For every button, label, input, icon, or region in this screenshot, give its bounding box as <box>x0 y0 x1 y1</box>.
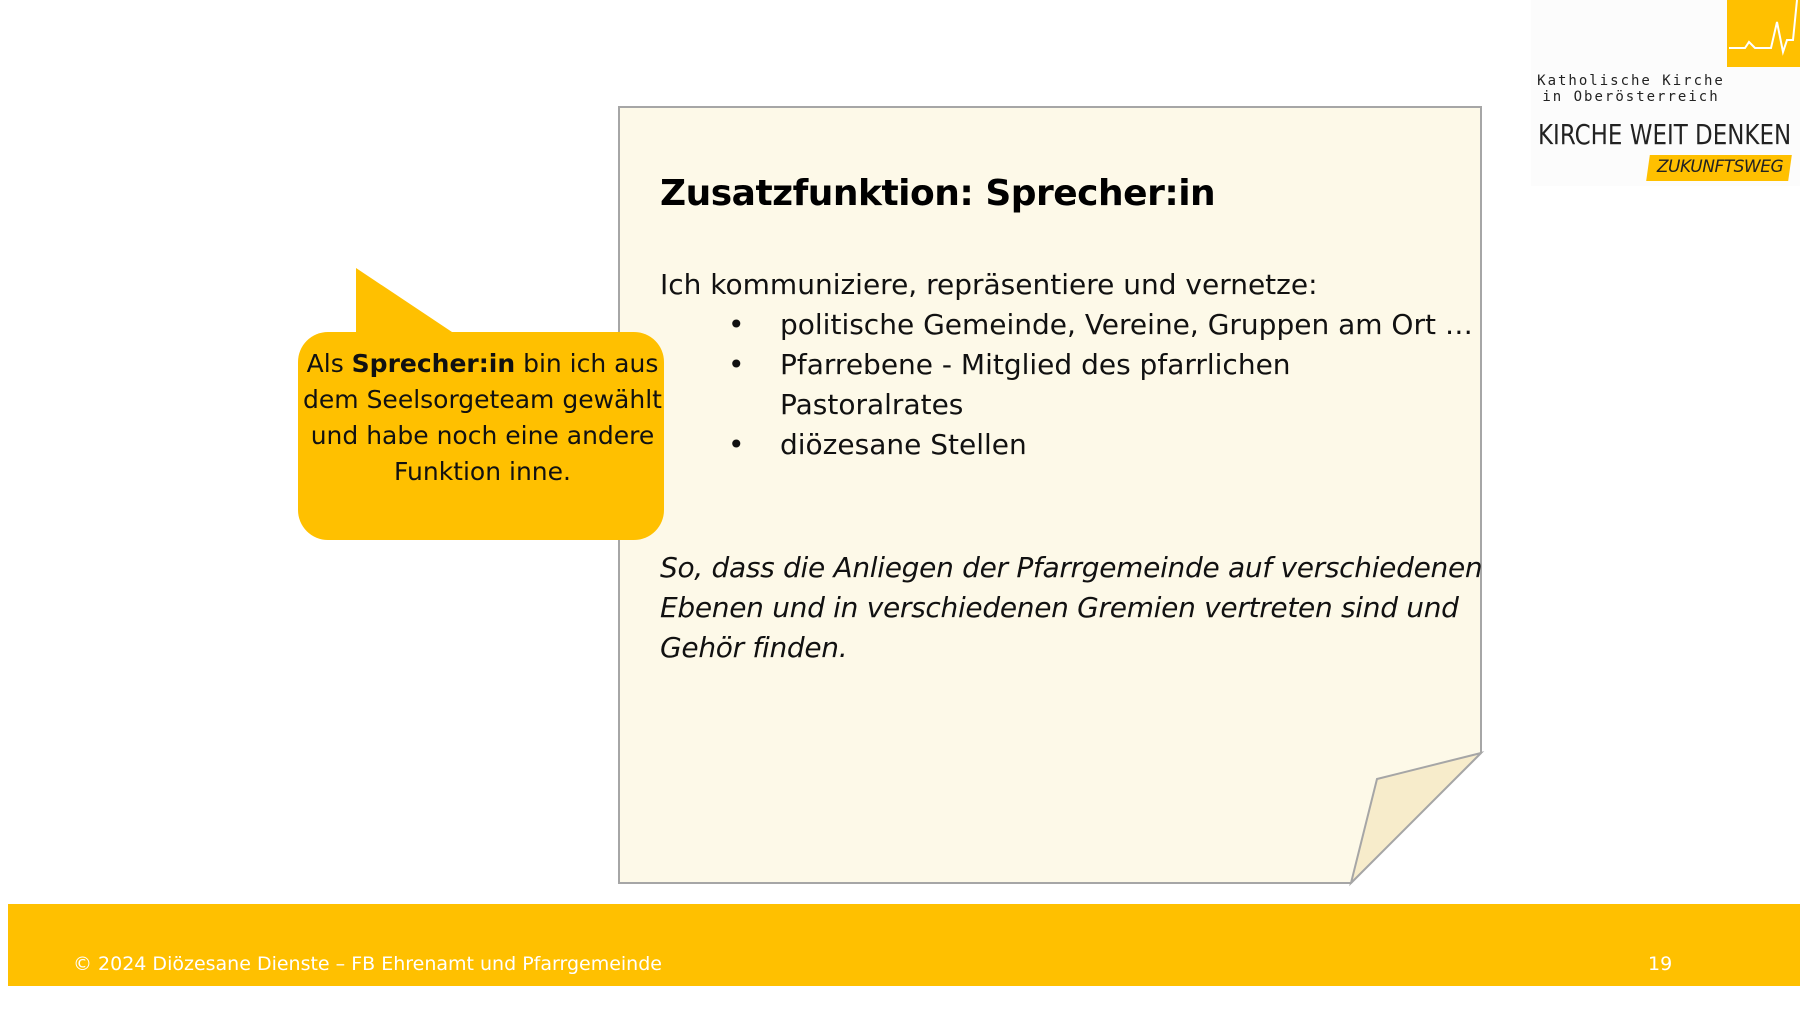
footer-copyright: © 2024 Diözesane Dienste – FB Ehrenamt und Pfarrgemeinde <box>73 953 662 975</box>
note-title: Zusatzfunktion: Sprecher:in <box>660 173 1216 214</box>
bullet-text: diözesane Stellen <box>780 428 1027 461</box>
logo-slogan: KIRCHE WEIT DENKEN <box>1538 118 1792 151</box>
list-item-continuation <box>660 385 1480 425</box>
note-conclusion: So, dass die Anliegen der Pfarrgemeinde auf verschiedenen Ebenen und in verschiedenen Gremien vertreten sind und Gehör finden. <box>660 551 1483 664</box>
bullet-icon: • <box>728 348 745 381</box>
church-logo-icon <box>1727 0 1800 67</box>
page-number: 19 <box>1648 953 1673 975</box>
list-item <box>660 345 1480 385</box>
bullet-text: Pastoralrates <box>780 388 964 421</box>
bullet-icon: • <box>728 308 745 341</box>
note-intro: Ich kommuniziere, repräsentiere und vernetze: <box>660 268 1318 301</box>
note-paper <box>615 103 1483 887</box>
list-item <box>660 425 1480 465</box>
bullet-text: politische Gemeinde, Vereine, Gruppen am Ort … <box>780 308 1473 341</box>
logo-org-line1: Katholische Kirche <box>1537 73 1725 89</box>
bullet-list <box>660 305 1480 465</box>
logo-org-line2: in Oberösterreich <box>1542 89 1720 105</box>
bubble-text <box>300 346 665 490</box>
list-item <box>660 305 1480 345</box>
bubble-text-bold: Sprecher:in <box>351 349 516 378</box>
bullet-text: Pfarrebene - Mitglied des pfarrlichen <box>780 348 1291 381</box>
logo-tag: ZUKUNFTSWEG <box>1656 157 1784 177</box>
bubble-text-prefix: Als <box>306 349 352 378</box>
bubble-text-suffix: bin ich aus dem Seelsorgeteam gewählt und habe noch eine andere Funktion inne. <box>303 349 662 486</box>
bullet-icon: • <box>728 428 745 461</box>
